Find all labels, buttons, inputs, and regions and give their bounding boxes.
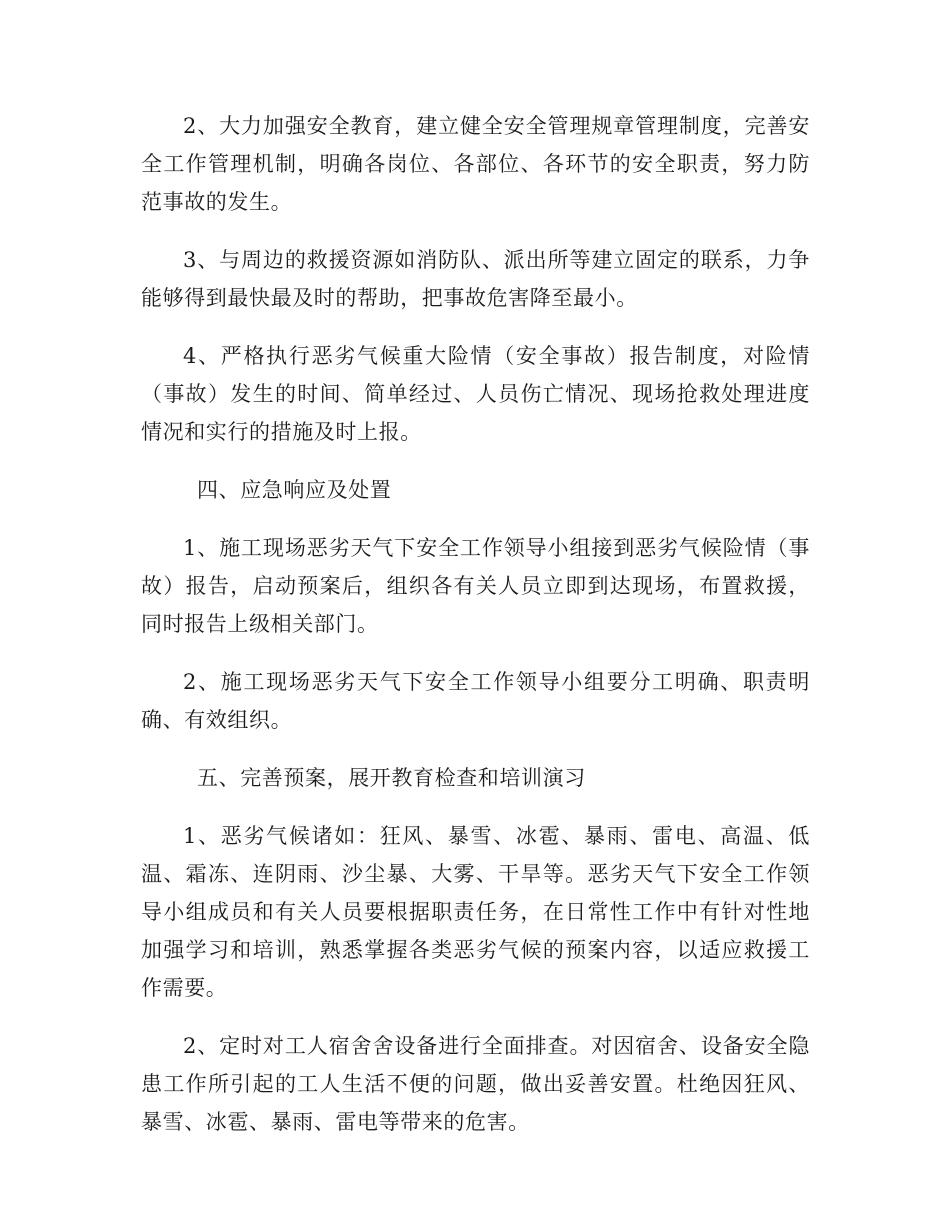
paragraph-safety-education: 2、大力加强安全教育，建立健全安全管理规章管理制度，完善安全工作管理机制，明确各岗位、各部位、各环节的安全职责，努力防范事故的发生。 (141, 114, 810, 214)
paragraph-reporting-system: 4、严格执行恶劣气候重大险情（安全事故）报告制度，对险情（事故）发生的时间、简单经过、人员伤亡情况、现场抢救处理进度情况和实行的措施及时上报。 (141, 344, 810, 444)
section-heading-emergency-response: 四、应急响应及处置 (197, 478, 392, 502)
paragraph-dormitory-inspection: 2、定时对工人宿舍舍设备进行全面排查。对因宿舍、设备安全隐患工作所引起的工人生活不便的问题，做出妥善安置。杜绝因狂风、暴雪、冰雹、暴雨、雷电等带来的危害。 (141, 1034, 810, 1134)
paragraph-division-of-duties: 2、施工现场恶劣天气下安全工作领导小组要分工明确、职责明确、有效组织。 (141, 670, 810, 732)
paragraph-rescue-resources: 3、与周边的救援资源如消防队、派出所等建立固定的联系，力争能够得到最快最及时的帮助，把事故危害降至最小。 (141, 248, 810, 310)
section-heading-plan-training: 五、完善预案，展开教育检查和培训演习 (197, 766, 586, 790)
paragraph-response-launch: 1、施工现场恶劣天气下安全工作领导小组接到恶劣气候险情（事故）报告，启动预案后，组织各有关人员立即到达现场，布置救援，同时报告上级相关部门。 (141, 536, 810, 636)
paragraph-weather-training: 1、恶劣气候诸如：狂风、暴雪、冰雹、暴雨、雷电、高温、低温、霜冻、连阴雨、沙尘暴、大雾、干旱等。恶劣天气下安全工作领导小组成员和有关人员要根据职责任务，在日常性工作中有针对性地加强学习和培训，熟悉掌握各类恶劣气候的预案内容，以适应救援工作需要。 (141, 824, 810, 1000)
